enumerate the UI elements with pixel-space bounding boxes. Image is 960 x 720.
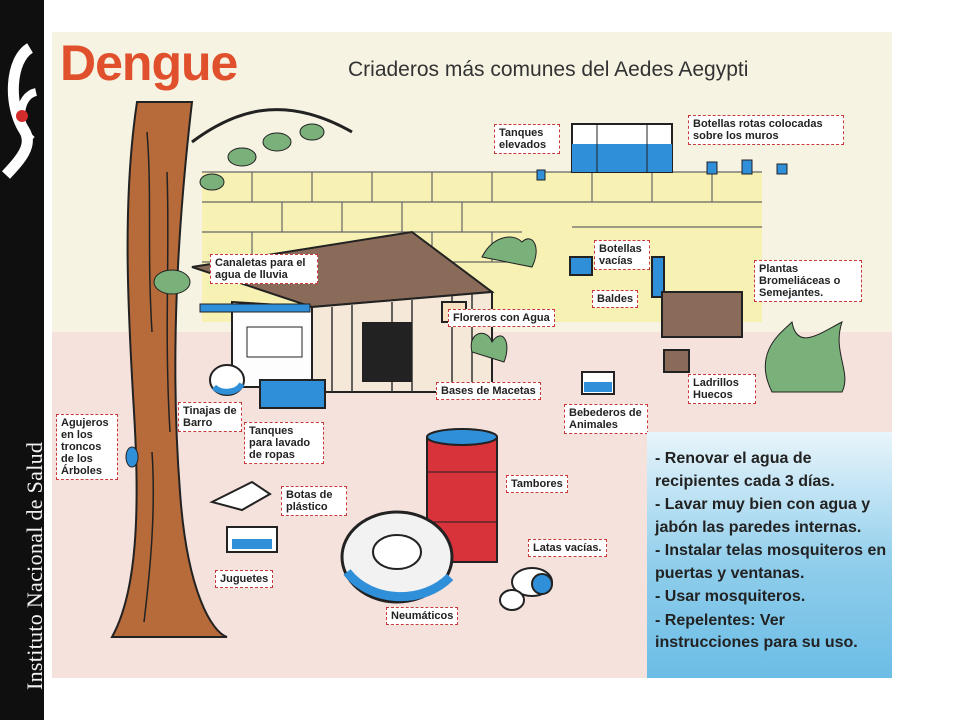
sidebar (0, 0, 47, 720)
label-floreros: Floreros con Agua (448, 309, 555, 327)
prevention-tips (647, 432, 892, 678)
tip-item: - Instalar telas mosquiteros en puertas y ventanas. (655, 542, 887, 582)
tip-item: - Renovar el agua de recipientes cada 3 días. (655, 450, 835, 490)
label-juguetes: Juguetes (215, 570, 273, 588)
label-botellas-vacias: Botellas vacías (594, 240, 650, 270)
tip-item: - Lavar muy bien con agua y jabón las paredes internas. (655, 496, 871, 536)
tips-list (655, 448, 887, 656)
label-tinajas: Tinajas de Barro (178, 402, 242, 432)
poster-subtitle: Criaderos más comunes del Aedes Aegypti (348, 58, 749, 81)
poster-title: Dengue (60, 35, 238, 91)
dengue-poster (52, 32, 892, 678)
ins-logo-icon (0, 0, 44, 200)
label-bases-macetas: Bases de Macetas (436, 382, 541, 400)
label-canaletas: Canaletas para el agua de lluvia (210, 254, 318, 284)
label-neumaticos: Neumáticos (386, 607, 458, 625)
label-bebederos: Bebederos de Animales (564, 404, 648, 434)
institution-name: Instituto Nacional de Salud (22, 441, 47, 690)
label-latas: Latas vacías. (528, 539, 607, 557)
label-plantas: Plantas Bromeliáceas o Semejantes. (754, 260, 862, 302)
label-ladrillos: Ladrillos Huecos (688, 374, 756, 404)
label-tanques-lavado: Tanques para lavado de ropas (244, 422, 324, 464)
label-tambores: Tambores (506, 475, 568, 493)
tip-item: - Repelentes: Ver instrucciones para su uso. (655, 611, 858, 651)
label-agujeros: Agujeros en los troncos de los Árboles (56, 414, 118, 480)
tyre (342, 512, 452, 602)
tip-item: - Usar mosquiteros. (655, 588, 806, 605)
label-botellas-rotas: Botellas rotas colocadas sobre los muros (688, 115, 844, 145)
label-baldes: Baldes (592, 290, 638, 308)
label-botas: Botas de plástico (281, 486, 347, 516)
label-tanques-elevados: Tanques elevados (494, 124, 560, 154)
elevated-tank (572, 124, 672, 172)
